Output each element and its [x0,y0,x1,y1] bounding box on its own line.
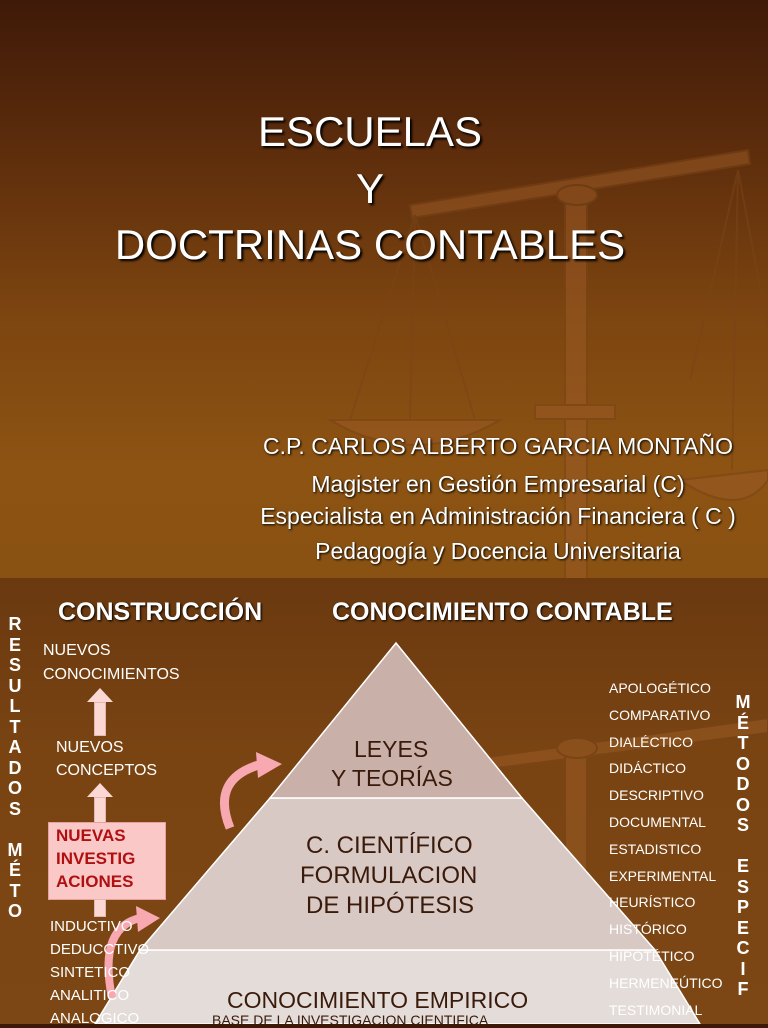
vertical-right-letter: F [737,979,749,999]
vertical-right-letter: T [737,733,749,753]
curved-arrow-head-icon [136,906,160,932]
author-name: C.P. CARLOS ALBERTO GARCIA MONTAÑO [263,433,733,459]
pyramid-bottom-sublabel: BASE DE LA INVESTIGACION CIENTIFICA [212,1012,489,1028]
right-method-item: TESTIMONIAL [609,1001,703,1018]
vertical-left-letter: O [7,901,22,921]
vertical-left-letter: S [8,798,21,819]
vertical-left-letter: U [8,675,22,696]
vertical-left-letter: É [8,860,21,880]
left-method-item: ANALOGICO [50,1010,140,1027]
vertical-left-letter: O [7,778,22,798]
vertical-right-letter: E [736,856,749,876]
right-method-item: HERMENEÚTICO [609,974,723,991]
nuevos-conocimientos-line-1: NUEVOS [43,642,111,659]
right-method-item: APOLOGÉTICO [609,680,711,696]
vertical-right-letter: M [735,692,751,712]
heading-construccion: CONSTRUCCIÓN [58,598,263,626]
right-method-item: COMPARATIVO [609,706,711,723]
construction-slide [0,578,768,1028]
pyramid-bottom-label: CONOCIMIENTO EMPIRICO [227,987,529,1013]
vertical-right-letter: P [736,897,749,917]
nuevas-investigaciones-line-1: NUEVAS [56,826,126,845]
left-method-item: DEDUCCTIVO [50,941,150,958]
vertical-right-letter: E [736,917,749,938]
nuevos-conceptos-line-2: CONCEPTOS [56,762,158,779]
vertical-left-letter: R [8,614,22,634]
pyramid-middle-line-2: FORMULACION [300,862,478,889]
vertical-left-letter: M [7,839,23,860]
right-method-item: DIDÁCTICO [609,760,686,777]
vertical-left-letter: T [9,716,21,737]
nuevas-investigaciones-line-2: INVESTIG [56,849,136,868]
left-method-item: INDUCTIVO [50,918,133,935]
left-method-item: SINTETICO [50,964,131,981]
vertical-left-letter: A [8,737,22,757]
nuevos-conocimientos-line-2: CONOCIMIENTOS [43,666,180,683]
pyramid-top-line-1: LEYES [354,736,429,762]
vertical-left-letter: T [9,880,21,901]
right-method-item: DESCRIPTIVO [609,787,704,804]
vertical-left-letter: E [8,634,21,655]
author-degree-2: Especialista en Administración Financiera ( C ) [260,503,736,529]
vertical-right-letter: S [736,876,749,897]
right-method-item: DOCUMENTAL [609,814,706,830]
pyramid-middle-line-3: DE HIPÓTESIS [306,892,475,919]
title-line-2: Y [355,165,384,212]
pyramid-top-line-2: Y TEORÍAS [331,765,453,791]
vertical-right-letter: O [735,794,750,815]
right-method-item: HISTÓRICO [609,921,687,938]
nuevos-conceptos-line-1: NUEVOS [56,739,124,756]
right-method-item: EXPERIMENTAL [609,867,717,884]
heading-conocimiento-contable: CONOCIMIENTO CONTABLE [332,598,673,626]
right-method-item: DIALÉCTICO [609,733,694,750]
author-degree-1: Magister en Gestión Empresarial (C) [311,471,685,497]
vertical-left-letter: D [8,757,22,778]
vertical-left-letter: L [9,696,21,716]
vertical-right-letter: O [735,753,750,774]
vertical-right-letter: É [736,712,749,733]
vertical-right-letter: S [736,815,749,835]
pyramid-middle-line-1: C. CIENTÍFICO [306,832,473,859]
author-degree-3: Pedagogía y Docencia Universitaria [315,538,681,564]
vertical-left-letter: S [8,655,21,675]
vertical-right-letter: I [740,958,746,979]
curved-arrow-head-icon [256,752,282,778]
vertical-right-letter: D [736,774,750,794]
right-method-item: HEURÍSTICO [609,894,696,911]
title-line-3: DOCTRINAS CONTABLES [114,221,626,268]
right-method-item: HIPOTÉTICO [609,948,695,964]
right-method-item: ESTADISTICO [609,840,702,857]
left-method-item: ANALITICO [50,987,130,1004]
nuevas-investigaciones-line-3: ACIONES [56,872,134,891]
title-line-1: ESCUELAS [257,108,483,155]
vertical-right-letter: C [736,938,750,958]
